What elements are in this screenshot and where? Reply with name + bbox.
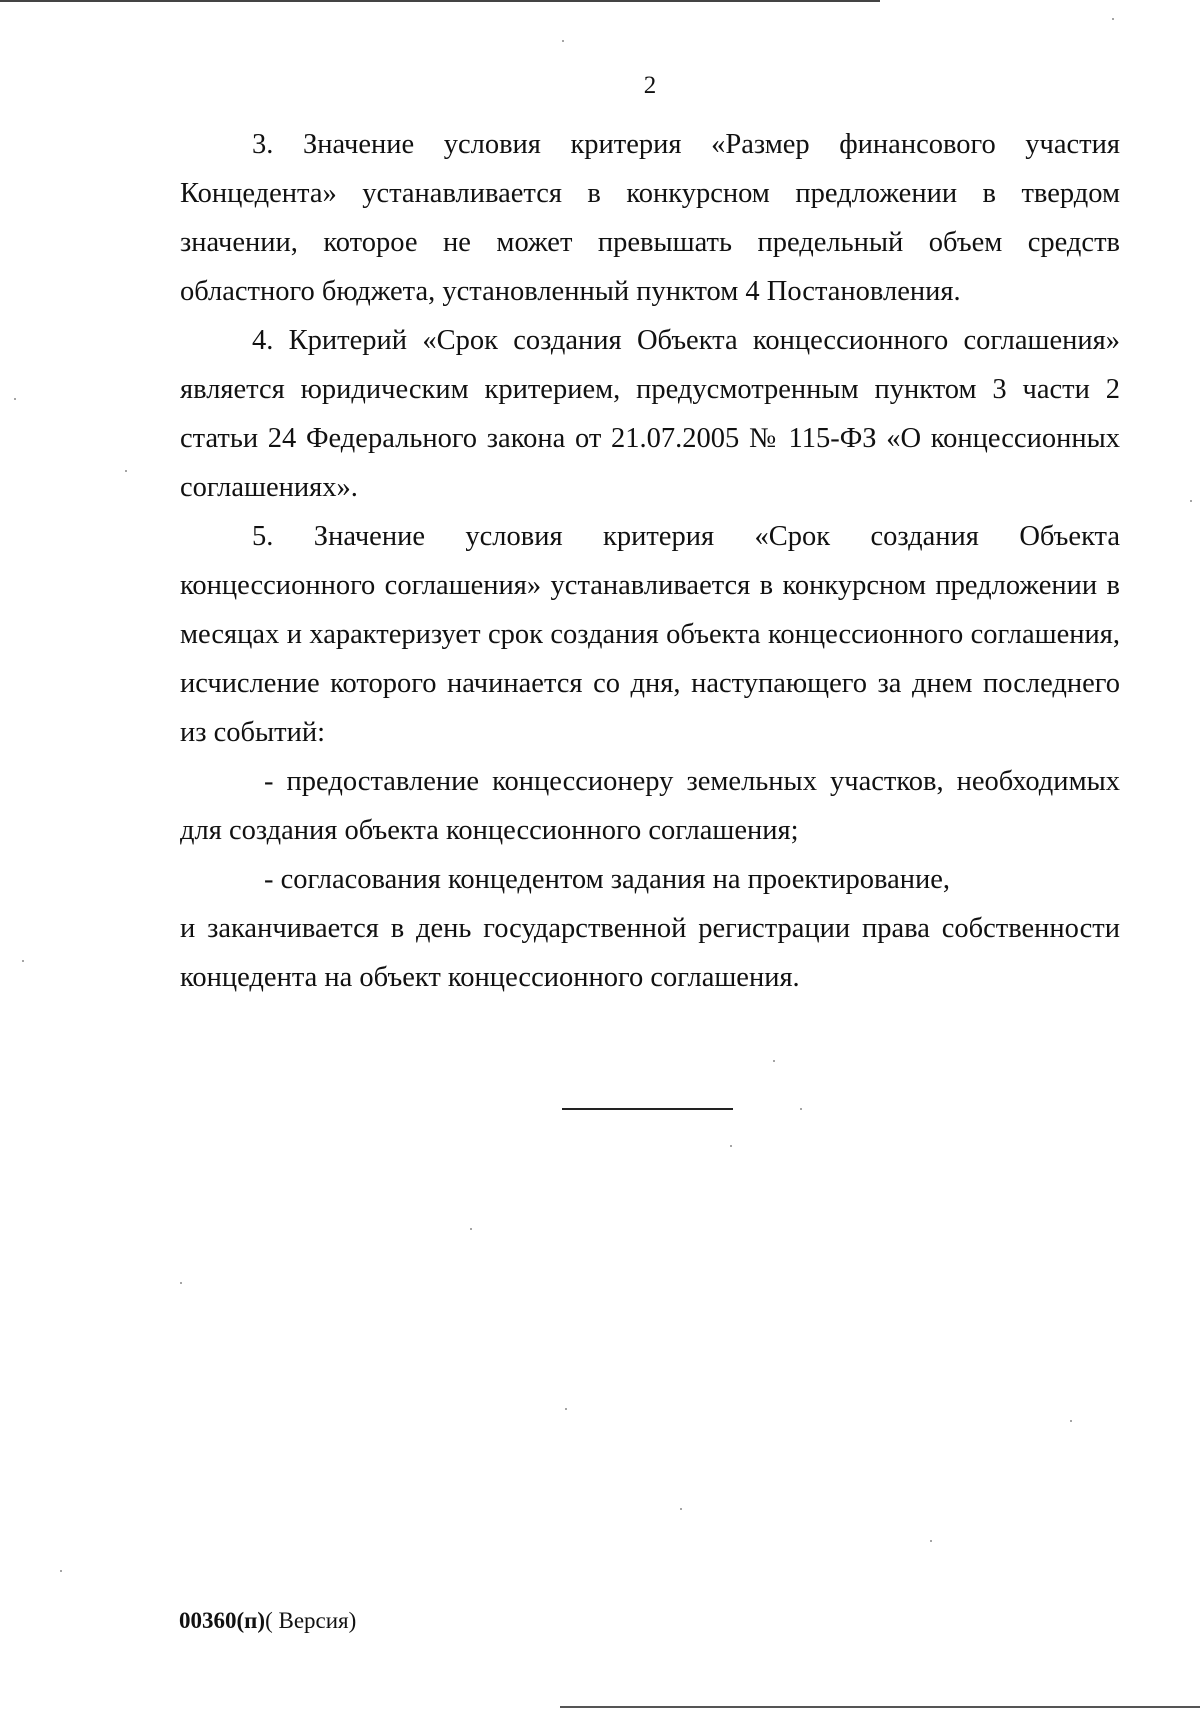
document-body — [180, 120, 1120, 1002]
page-number: 2 — [643, 72, 657, 99]
scan-speck — [470, 1228, 472, 1230]
document-version: ( Версия) — [265, 1608, 357, 1633]
list-item: - предоставление концессионеру земельных участков, необходимых для создания объекта концессионного соглашения; — [180, 766, 1120, 846]
scan-speck — [60, 1570, 62, 1572]
scan-speck — [800, 1108, 802, 1110]
clause-4-paragraph: 4. Критерий «Срок создания Объекта концессионного соглашения» является юридическим критерием, предусмотренным пунктом 3 части 2 статьи 24 Федерального закона от 21.07.2005 № 115-ФЗ «О концессионных соглашениях». — [180, 325, 1120, 503]
scan-speck — [565, 1408, 567, 1410]
scan-speck — [180, 1282, 182, 1284]
clause-5-paragraph: 5. Значение условия критерия «Срок создания Объекта концессионного соглашения» устанавливается в конкурсном предложении в месяцах и характеризует срок создания объекта концессионного соглашения, исчисление которого начинается со дня, наступающего за днем последнего из событий: — [180, 521, 1120, 748]
document-footer — [179, 1608, 356, 1634]
scan-speck — [22, 960, 24, 962]
document-code: 00360(п) — [179, 1608, 266, 1633]
closing-paragraph: и заканчивается в день государственной регистрации права собственности концедента на объект концессионного соглашения. — [180, 913, 1120, 993]
list-item: - согласования концедентом задания на проектирование, — [264, 864, 951, 895]
scan-speck — [730, 1145, 732, 1147]
scan-speck — [930, 1540, 932, 1542]
top-scan-edge — [0, 0, 880, 2]
scan-speck — [1112, 18, 1114, 20]
scan-speck — [562, 40, 564, 42]
scan-speck — [1190, 500, 1192, 502]
scan-speck — [680, 1508, 682, 1510]
scan-speck — [14, 398, 16, 400]
scan-speck — [125, 470, 127, 472]
clause-3-paragraph: 3. Значение условия критерия «Размер финансового участия Концедента» устанавливается в конкурсном предложении в твердом значении, которое не может превышать предельный объем средств областного бюджета, установленный пунктом 4 Постановления. — [180, 129, 1120, 307]
bottom-scan-edge — [560, 1706, 1200, 1708]
scan-speck — [1070, 1420, 1072, 1422]
end-separator-line — [562, 1108, 733, 1110]
scan-speck — [773, 1060, 775, 1062]
